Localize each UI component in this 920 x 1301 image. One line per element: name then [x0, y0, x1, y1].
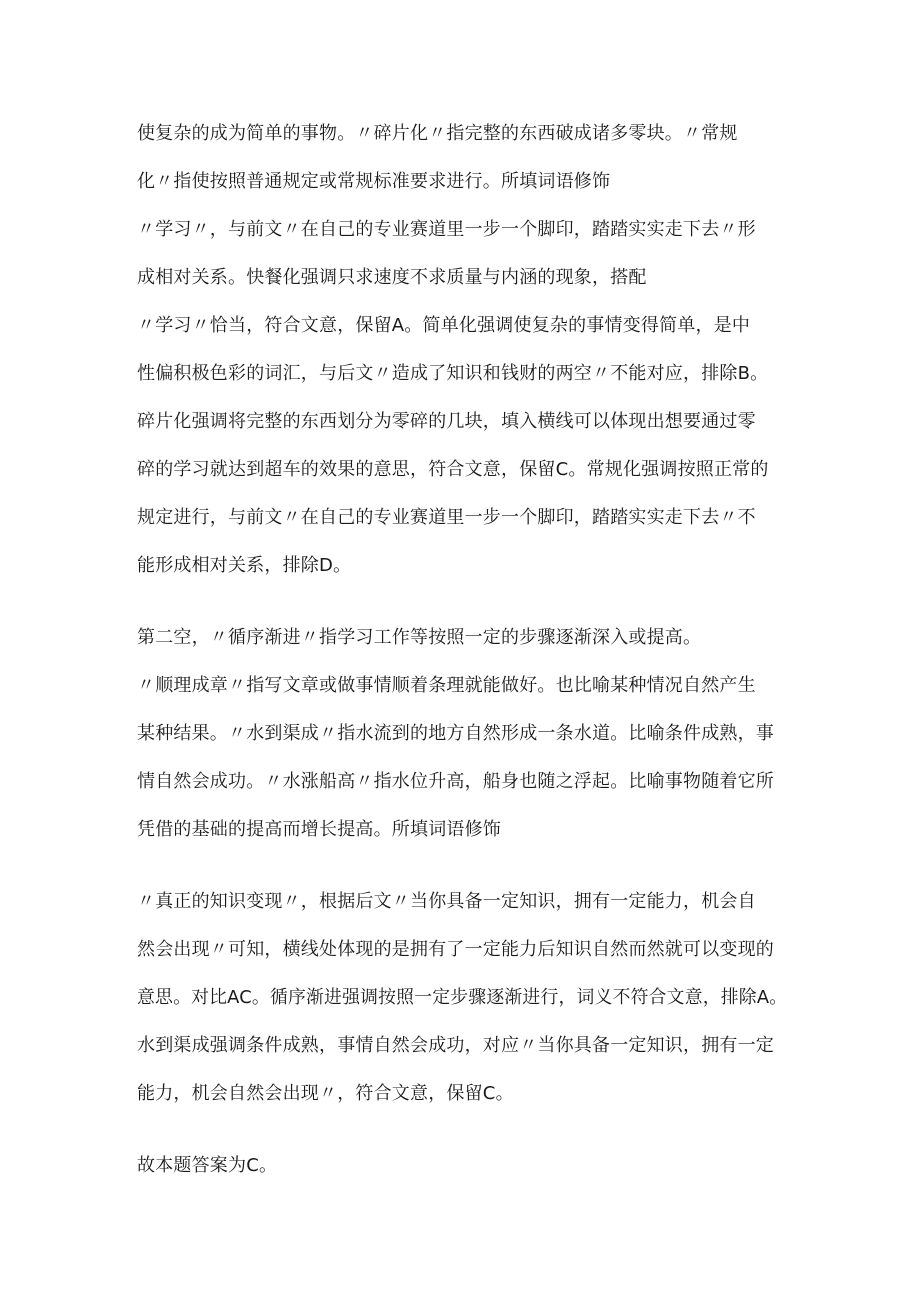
text-line: 〃顺理成章〃指写文章或做事情顺着条理就能做好。也比喻某种情况自然产生: [137, 675, 756, 696]
text-line: 〃学习〃恰当，符合文意，保留A。简单化强调使复杂的事情变得简单，是中: [137, 315, 751, 336]
text-line: 意思。对比AC。循序渐进强调按照一定步骤逐渐进行，词义不符合文意，排除A。: [137, 987, 788, 1008]
text-line: 使复杂的成为简单的事物。〃碎片化〃指完整的东西破成诸多零块。〃常规: [137, 123, 738, 144]
text-line: 水到渠成强调条件成熟，事情自然会成功，对应〃当你具备一定知识，拥有一定: [137, 1035, 774, 1056]
text-line: 性偏积极色彩的词汇，与后文〃造成了知识和钱财的两空〃不能对应，排除B。: [137, 363, 769, 384]
text-line: 成相对关系。快餐化强调只求速度不求质量与内涵的现象，搭配: [137, 267, 647, 288]
answer-line: 故本题答案为C。: [137, 1155, 278, 1176]
text-line: 能形成相对关系，排除D。: [137, 555, 352, 576]
text-line: 凭借的基础的提高而增长提高。所填词语修饰: [137, 819, 501, 840]
text-line: 某种结果。〃水到渠成〃指水流到的地方自然形成一条水道。比喻条件成熟，事: [137, 723, 774, 744]
text-line: 〃学习〃，与前文〃在自己的专业赛道里一步一个脚印，踏踏实实走下去〃形: [137, 219, 756, 240]
text-line: 然会出现〃可知，横线处体现的是拥有了一定能力后知识自然而然就可以变现的: [137, 939, 774, 960]
text-line: 规定进行，与前文〃在自己的专业赛道里一步一个脚印，踏踏实实走下去〃不: [137, 507, 756, 528]
text-line: 〃真正的知识变现〃，根据后文〃当你具备一定知识，拥有一定能力，机会自: [137, 891, 756, 912]
text-line: 能力，机会自然会出现〃，符合文意，保留C。: [137, 1083, 514, 1104]
text-line: 碎的学习就达到超车的效果的意思，符合文意，保留C。常规化强调按照正常的: [137, 459, 769, 480]
text-line: 第二空，〃循序渐进〃指学习工作等按照一定的步骤逐渐深入或提高。: [137, 627, 702, 648]
text-line: 碎片化强调将完整的东西划分为零碎的几块，填入横线可以体现出想要通过零: [137, 411, 756, 432]
text-line: 情自然会成功。〃水涨船高〃指水位升高，船身也随之浮起。比喻事物随着它所: [137, 771, 774, 792]
text-line: 化〃指使按照普通规定或常规标准要求进行。所填词语修饰: [137, 171, 611, 192]
